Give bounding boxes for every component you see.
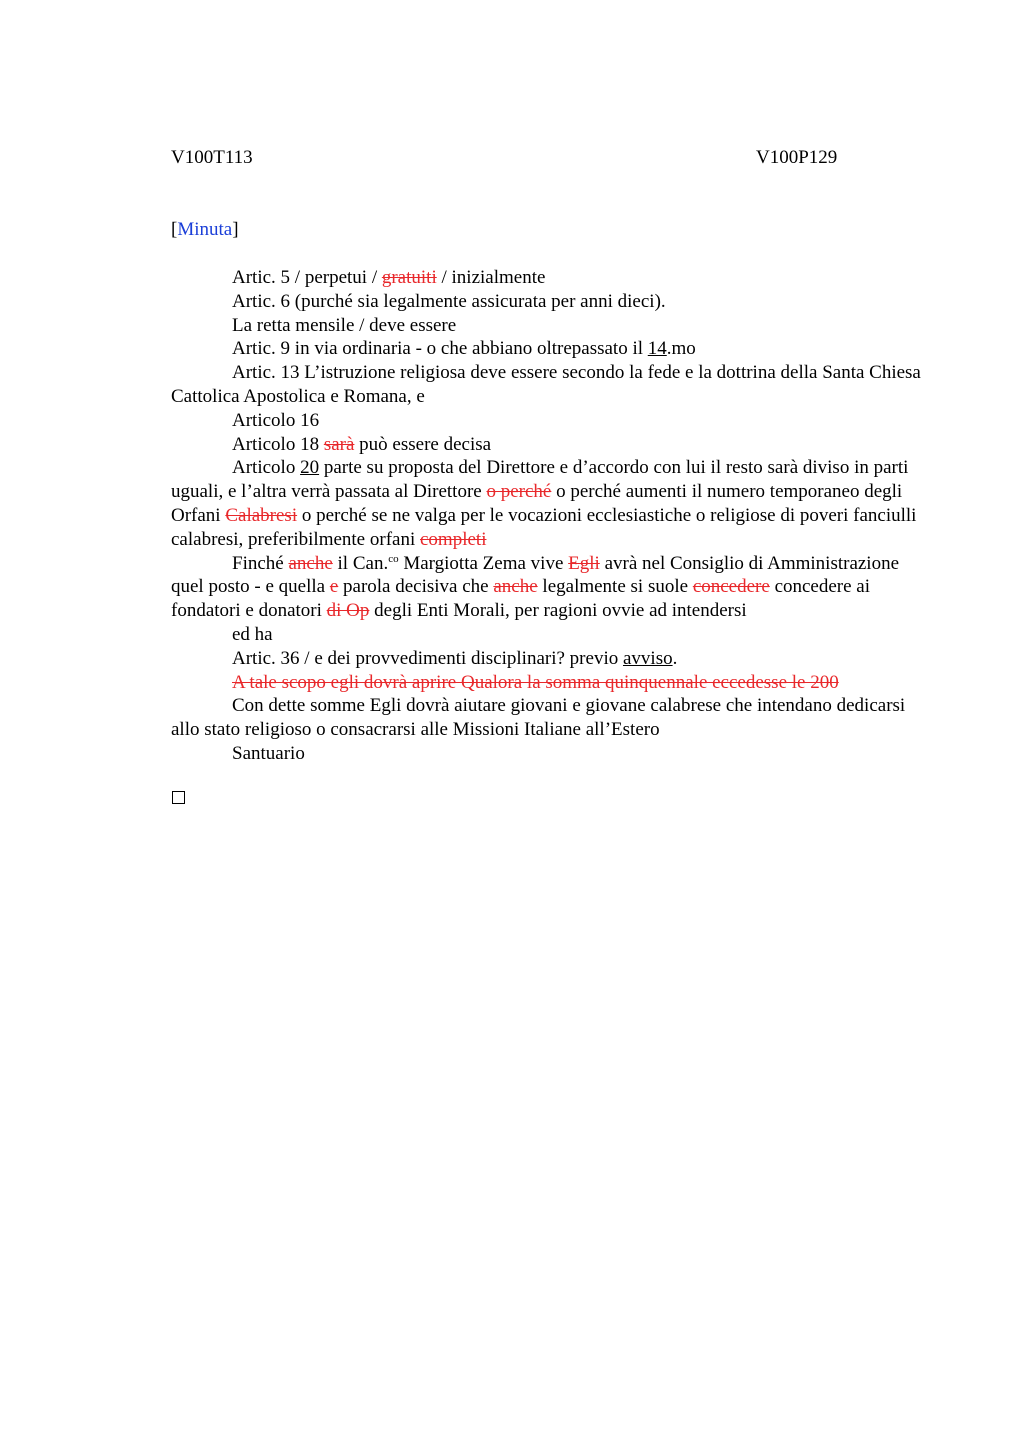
paragraph-santuario — [171, 742, 931, 766]
deleted-text: anche — [493, 576, 538, 598]
paragraph-artic-36 — [171, 647, 931, 671]
paragraph-finche — [171, 552, 931, 623]
document-body — [171, 266, 931, 766]
deleted-text: e — [329, 576, 339, 598]
text-run: può essere decisa — [354, 433, 492, 455]
underlined-text: 14 — [647, 338, 667, 360]
paragraph-ed-ha — [171, 623, 931, 647]
text-run: Artic. 5 / perpetui / — [232, 267, 382, 288]
underlined-text: avviso — [622, 647, 673, 669]
text-run: La retta mensile / deve essere — [232, 314, 457, 336]
text-run: Artic. 6 (purché sia legalmente assicurata per anni dieci). — [232, 290, 666, 312]
section-heading — [171, 219, 239, 241]
text-run: Finché — [232, 552, 289, 574]
text-run: legalmente si suole — [537, 576, 693, 598]
heading-open-bracket: [ — [171, 219, 178, 240]
text-run: Articolo 16 — [232, 409, 320, 431]
paragraph-artic-5 — [171, 266, 931, 290]
deleted-text: di Op — [326, 600, 370, 622]
deleted-text: sarà — [323, 433, 355, 455]
text-run: parola decisiva che — [338, 576, 494, 598]
deleted-text: Egli — [568, 552, 600, 574]
text-run: o perché se ne valga per le vocazioni ecclesiastiche o religiose di poveri fanciulli calabresi, preferibilmente orfani — [171, 504, 917, 550]
right-document-code: V100P129 — [756, 147, 838, 168]
paragraph-artic-6 — [171, 290, 931, 314]
text-run: Santuario — [232, 742, 305, 764]
text-run: concedere ai fondatori e donatori — [171, 576, 871, 622]
superscript-text: co — [388, 552, 399, 565]
deleted-text: completi — [420, 528, 487, 550]
text-run: Artic. 9 in via ordinaria - o che abbiano oltrepassato il — [232, 338, 648, 360]
text-run: Articolo — [232, 457, 301, 479]
paragraph-retta-mensile — [171, 314, 931, 338]
text-run: ed ha — [232, 623, 273, 645]
deleted-text: A tale scopo egli dovrà aprire Qualora la somma quinquennale eccedesse le 200 — [232, 671, 839, 693]
text-run: o perché aumenti il numero temporaneo degli Orfani — [171, 481, 903, 526]
text-run: Artic. 13 L’istruzione religiosa deve essere secondo la fede e la dottrina della Santa Chiesa Cattolica Apostolica e Romana, e — [171, 362, 921, 407]
deleted-text: o perché — [486, 481, 552, 503]
text-run: . — [672, 647, 678, 669]
text-run: / inizialmente — [436, 267, 546, 288]
text-run: il Can. — [332, 552, 389, 574]
text-run: Articolo 18 — [232, 433, 324, 455]
left-document-code: V100T113 — [171, 147, 253, 168]
deleted-text: gratuiti — [381, 267, 437, 288]
end-square-icon — [172, 791, 185, 804]
heading-label: Minuta — [177, 219, 233, 240]
heading-close-bracket: ] — [232, 219, 239, 240]
paragraph-artic-9 — [171, 337, 931, 361]
paragraph-articolo-18 — [171, 433, 931, 457]
text-run: parte su proposta del Direttore e d’accordo con lui il resto sarà diviso in parti uguali, e l’altra verrà passata al Direttore — [171, 457, 909, 503]
text-run: Artic. 36 / e dei provvedimenti disciplinari? previo — [232, 647, 623, 669]
deleted-text: concedere — [692, 576, 770, 598]
text-run: Con dette somme Egli dovrà aiutare giovani e giovane calabrese che intendano dedicarsi allo stato religioso o consacrarsi alle Missioni Italiane all’Estero — [171, 695, 906, 741]
deleted-text: Calabresi — [225, 504, 298, 526]
text-run: Margiotta Zema vive — [398, 552, 569, 574]
paragraph-articolo-20 — [171, 456, 931, 551]
deleted-text: anche — [288, 552, 333, 574]
text-run: .mo — [666, 338, 696, 360]
text-run: avrà nel Consiglio di Amministrazione quel posto - e quella — [171, 552, 900, 598]
underlined-text: 20 — [300, 457, 320, 479]
text-run: degli Enti Morali, per ragioni ovvie ad intendersi — [369, 600, 747, 622]
paragraph-deleted-line — [171, 671, 931, 695]
paragraph-articolo-16 — [171, 409, 931, 433]
paragraph-con-dette-somme — [171, 694, 931, 742]
paragraph-artic-13 — [171, 361, 931, 409]
